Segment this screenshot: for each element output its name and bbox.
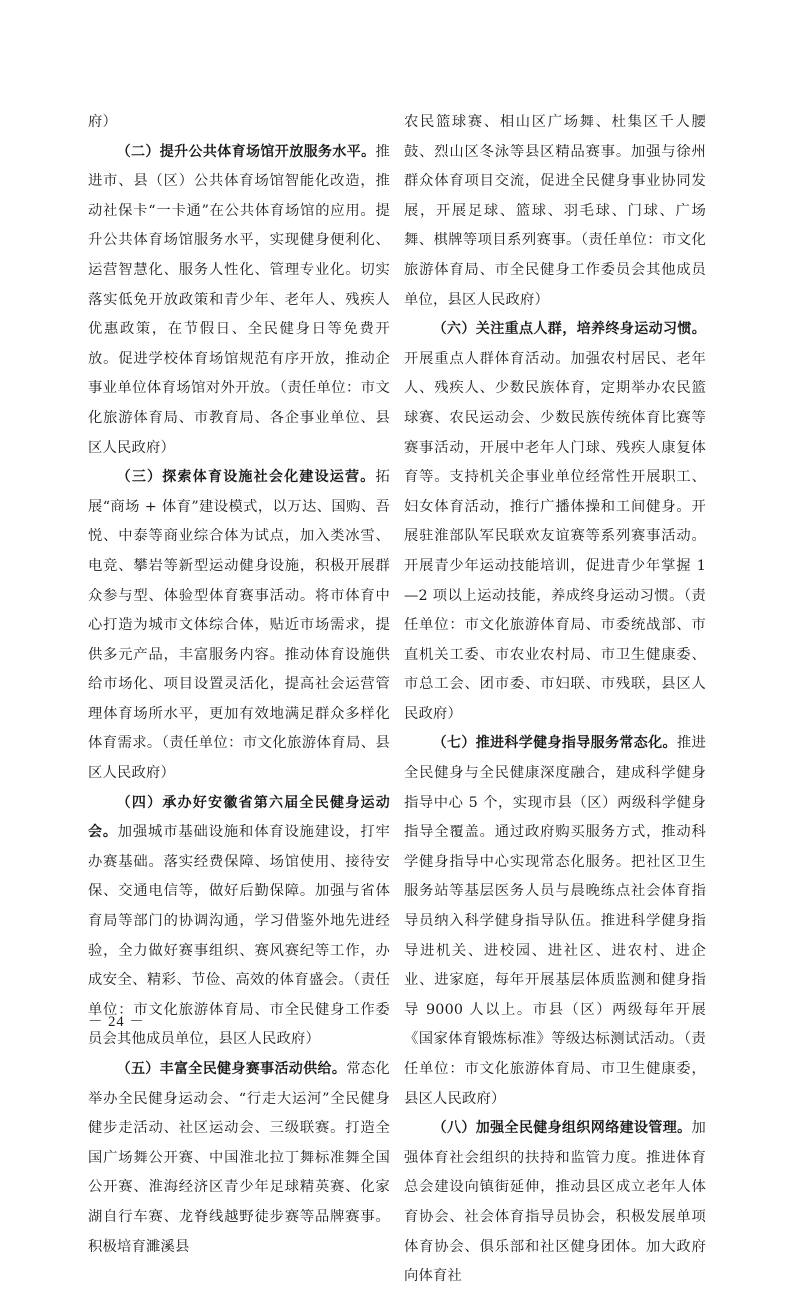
- page-number: － 24 －: [88, 1014, 145, 1030]
- section-5-paragraph: [88, 1055, 390, 1262]
- section-3-paragraph: [88, 463, 390, 789]
- section-2-paragraph: [88, 138, 390, 464]
- section-8-paragraph: [404, 1114, 706, 1292]
- section-4-heading: （四）承办好安徽省第六届全民健身运动会。: [88, 794, 390, 841]
- continued-paragraph-right: 农民篮球赛、相山区广场舞、杜集区千人腰鼓、烈山区冬泳等县区精品赛事。加强与徐州群众体育项目交流，促进全民健身事业协同发展，开展足球、篮球、羽毛球、门球、广场舞、棋牌等项目系列赛事。（责任单位：市文化旅游体育局、市全民健身工作委员会其他成员单位，县区人民政府）: [404, 114, 706, 308]
- section-4-body: 加强城市基础设施和体育设施建设，打牢办赛基础。落实经费保障、场馆使用、接待安保、交通电信等，做好后勤保障。加强与省体育局等部门的协调沟通，学习借鉴外地先进经验，全力做好赛事组织、赛风赛纪等工作，办成安全、精彩、节俭、高效的体育盛会。（责任单位：市文化旅游体育局、市全民健身工作委员会其他成员单位，县区人民政府）: [88, 824, 390, 1048]
- section-8-heading: （八）加强全民健身组织网络建设管理。: [432, 1120, 692, 1137]
- section-8-body: 加强体育社会组织的扶持和监管力度。推进体育总会建设向镇街延伸，推动县区成立老年人体育协会、社会体育指导员协会，积极发展单项体育协会、俱乐部和社区健身团体。加大政府向体育社: [404, 1120, 706, 1285]
- section-3-body: 拓展“商场 + 体育”建设模式，以万达、国购、吾悦、中泰等商业综合体为试点，加入类冰雪、电竞、攀岩等新型运动健身设施，积极开展群众参与型、体验型体育赛事活动。将市体育中心打造为城市文体综合体，贴近市场需求，提供多元产品，丰富服务内容。推动体育设施供给市场化、项目设置灵活化，提高社会运营管理体育场所水平，更加有效地满足群众多样化体育需求。（责任单位：市文化旅游体育局、县区人民政府）: [88, 469, 390, 782]
- left-column: [88, 108, 390, 1262]
- continued-paragraph: 府）: [88, 114, 117, 130]
- section-2-body: 推进市、县（区）公共体育场馆智能化改造，推动社保卡“一卡通”在公共体育场馆的应用。提升公共体育场馆服务水平，实现健身便利化、运营智慧化、服务人性化、管理专业化。切实落实低免开放政策和青少年、老年人、残疾人优惠政策，在节假日、全民健身日等免费开放。促进学校体育场馆规范有序开放，推动企事业单位体育场馆对外开放。（责任单位：市文化旅游体育局、市教育局、各企事业单位、县区人民政府）: [88, 143, 390, 456]
- section-5-body: 常态化举办全民健身运动会、“行走大运河”全民健身健步走活动、社区运动会、三级联赛。打造全国广场舞公开赛、中国淮北拉丁舞标准舞全国公开赛、淮海经济区青少年足球精英赛、化家湖自行车赛、龙脊线越野徒步赛等品牌赛事。积极培育濉溪县: [88, 1061, 390, 1255]
- section-5-heading: （五）丰富全民健身赛事活动供给。: [116, 1061, 347, 1077]
- right-column: [404, 108, 706, 1292]
- section-6-body: 开展重点人群体育活动。加强农村居民、老年人、残疾人、少数民族体育，定期举办农民篮球赛、农民运动会、少数民族传统体育比赛等赛事活动，开展中老年人门球、残疾人康复体育等。支持机关企事业单位经常性开展职工、妇女体育活动，推行广播体操和工间健身。开展驻淮部队军民联欢友谊赛等系列赛事活动。开展青少年运动技能培训，促进青少年掌握 1—2 项以上运动技能，养成终身运动习惯。（责任单位：市文化旅游体育局、市委统战部、市直机关工委、市农业农村局、市卫生健康委、市总工会、团市委、市妇联、市残联，县区人民政府）: [404, 350, 706, 722]
- section-3-heading: （三）探索体育设施社会化建设运营。: [116, 469, 376, 486]
- section-6-paragraph: [404, 315, 706, 729]
- section-7-heading: （七）推进科学健身指导服务常态化。: [432, 735, 677, 752]
- section-6-heading: （六）关注重点人群，培养终身运动习惯。: [432, 321, 706, 338]
- section-7-body: 推进全民健身与全民健康深度融合，建成科学健身指导中心 5 个，实现市县（区）两级科学健身指导全覆盖。通过政府购买服务方式，推动科学健身指导中心实现常态化服务。把社区卫生服务站等基层医务人员与晨晚练点社会体育指导员纳入科学健身指导队伍。推进科学健身指导进机关、进校园、进社区、进农村、进企业、进家庭，每年开展基层体质监测和健身指导 9000 人以上。市县（区）两级每年开展《国家体育锻炼标准》等级达标测试活动。（责任单位：市文化旅游体育局、市卫生健康委，县区人民政府）: [404, 735, 706, 1107]
- section-7-paragraph: [404, 729, 706, 1114]
- section-2-heading: （二）提升公共体育场馆开放服务水平。: [116, 143, 376, 160]
